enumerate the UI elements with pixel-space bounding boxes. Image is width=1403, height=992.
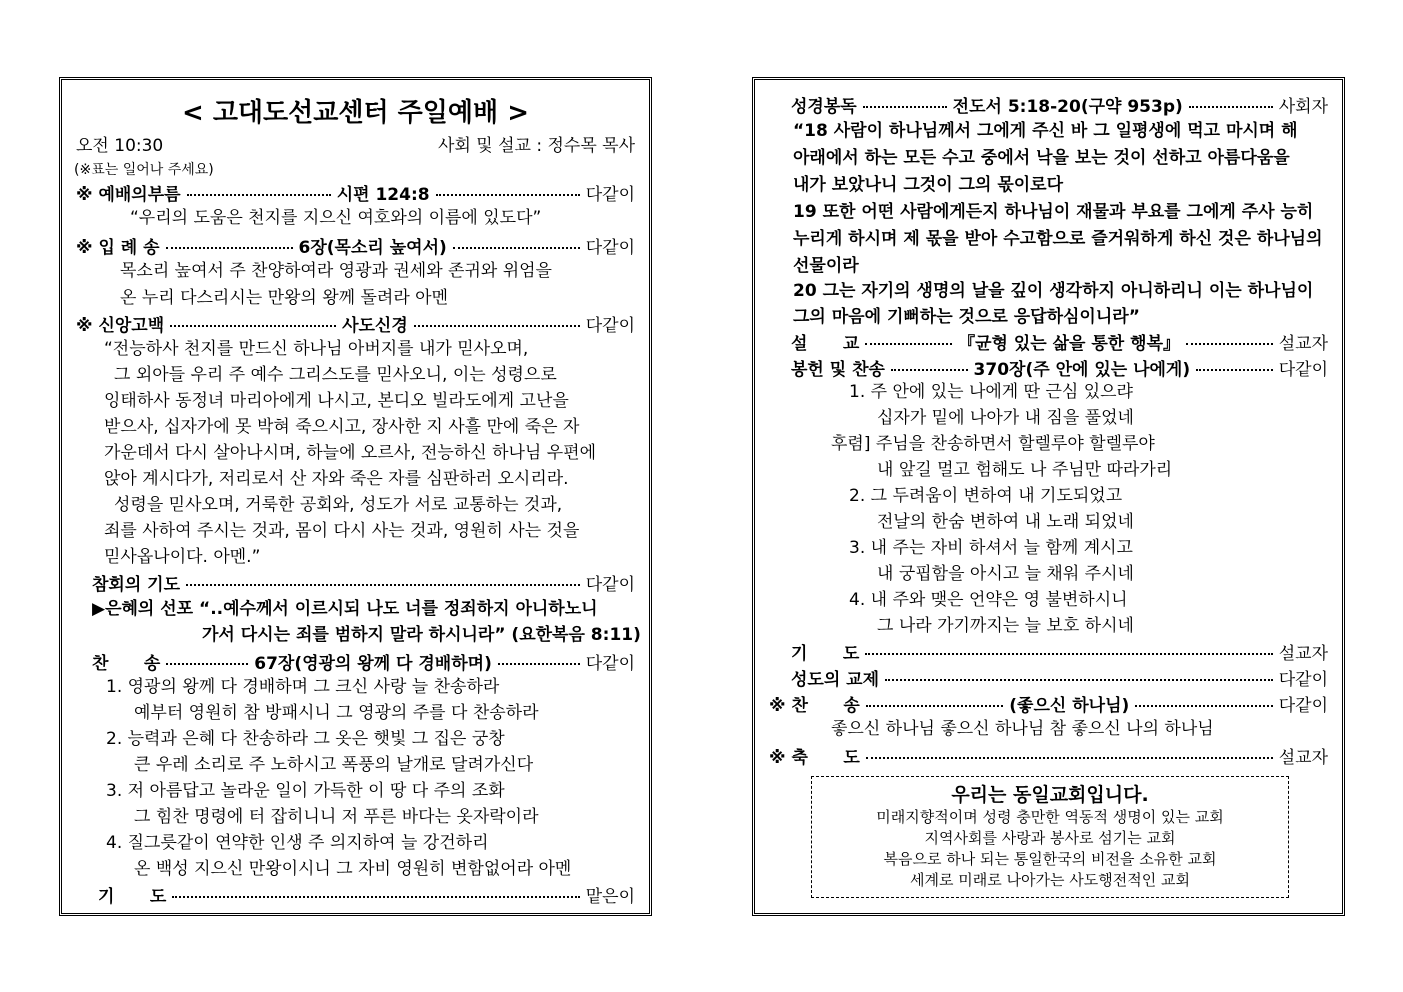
order-label: 성경봉독 xyxy=(791,96,857,117)
service-time: 오전 10:30 xyxy=(76,136,164,156)
stand-note: (※표는 일어나 주세요) xyxy=(74,162,214,178)
order-label: 성도의 교제 xyxy=(791,669,880,690)
order-label: 찬 송 xyxy=(92,653,161,674)
order-scripture-reading xyxy=(791,92,1328,116)
scripture-line: “18 사람이 하나님께서 그에게 주신 바 그 일평생에 먹고 마시며 해 xyxy=(793,121,1298,141)
offering-hymn-line: 1. 주 안에 있는 나에게 딴 근심 있으랴 xyxy=(849,382,1133,402)
motto-line: 지역사회를 사랑과 봉사로 섬기는 교회 xyxy=(924,829,1176,847)
creed-line: 앉아 계시다가, 저리로서 산 자와 죽은 자를 심판하러 오시리라. xyxy=(104,469,569,489)
order-label: 기 도 xyxy=(98,886,167,907)
leader-dots xyxy=(166,663,248,665)
creed-line: 잉태하사 동정녀 마리아에게 나시고, 본디오 빌라도에게 고난을 xyxy=(104,391,569,411)
order-center: 시편 124:8 xyxy=(336,184,430,205)
service-leader: 사회 및 설교 : 정수목 목사 xyxy=(438,136,635,156)
order-fellowship xyxy=(791,665,1328,689)
motto-line: 복음으로 하나 되는 통일한국의 비전을 소유한 교회 xyxy=(883,850,1217,868)
leader-dots xyxy=(1186,343,1273,345)
right-bulletin-panel xyxy=(752,77,1345,916)
opening-line: 온 누리 다스리시는 만왕의 왕께 돌려라 아멘 xyxy=(120,288,449,308)
order-right: 사회자 xyxy=(1278,96,1328,117)
order-hymn xyxy=(92,649,635,673)
left-bulletin-panel xyxy=(59,77,652,916)
leader-dots xyxy=(414,325,580,327)
order-label: 참회의 기도 xyxy=(92,574,181,595)
hymn-line: 예부터 영원히 참 방패시니 그 영광의 주를 다 찬송하라 xyxy=(134,703,539,723)
order-label: 설 교 xyxy=(791,333,860,354)
creed-line: “전능하사 천지를 만드신 하나님 아버지를 내가 믿사오며, xyxy=(104,339,529,359)
call-text: “우리의 도움은 천지를 지으신 여호와의 이름에 있도다” xyxy=(130,208,542,228)
creed-line: 받으사, 십자가에 못 박혀 죽으시고, 장사한 지 사흘 만에 죽은 자 xyxy=(104,417,580,437)
leader-dots xyxy=(453,247,580,249)
leader-dots xyxy=(498,663,580,665)
bulletin-title: < 고대도선교센터 주일예배 > xyxy=(181,98,529,128)
order-right: 맡은이 xyxy=(585,886,635,907)
leader-dots xyxy=(436,194,580,196)
order-center: 전도서 5:18-20(구약 953p) xyxy=(952,96,1183,117)
hymn-line: 3. 저 아름답고 놀라운 일이 가득한 이 땅 다 주의 조화 xyxy=(106,781,505,801)
leader-dots xyxy=(170,325,336,327)
order-creed xyxy=(76,311,635,335)
order-right: 다같이 xyxy=(1278,695,1328,716)
order-right: 다같이 xyxy=(585,315,635,336)
scripture-line: 19 또한 어떤 사람에게든지 하나님이 재물과 부요를 그에게 주사 능히 xyxy=(793,202,1314,222)
offering-hymn-line: 그 나라 가기까지는 늘 보호 하시네 xyxy=(877,616,1134,636)
order-center: 『균형 있는 삶을 통한 행복』 xyxy=(958,333,1180,354)
leader-dots xyxy=(885,679,1273,681)
offering-hymn-line: 4. 내 주와 맺은 언약은 영 불변하시니 xyxy=(849,590,1128,610)
offering-hymn-line: 내 앞길 멀고 험해도 나 주님만 따라가리 xyxy=(877,460,1173,480)
order-right: 다같이 xyxy=(585,184,636,205)
leader-dots xyxy=(863,106,947,108)
offering-hymn-line: 3. 내 주는 자비 하셔서 늘 함께 계시고 xyxy=(849,538,1133,558)
leader-dots xyxy=(866,705,1003,707)
order-center: 370장(주 안에 있는 나에게) xyxy=(973,359,1191,380)
scripture-line: 아래에서 하는 모든 수고 중에서 낙을 보는 것이 선하고 아름다움을 xyxy=(793,148,1290,168)
order-prayer xyxy=(98,882,635,906)
order-right: 다같이 xyxy=(1278,669,1328,690)
order-center: 사도신경 xyxy=(342,315,408,336)
motto-line: 세계로 미래로 나아가는 사도행전적인 교회 xyxy=(910,871,1190,889)
hymn-line: 온 백성 지으신 만왕이시니 그 자비 영원히 변함없어라 아멘 xyxy=(134,859,572,879)
offering-hymn-line: 십자가 밑에 나아가 내 짐을 풀었네 xyxy=(877,408,1134,428)
order-opening-song xyxy=(76,233,635,257)
order-label: ※ 신앙고백 xyxy=(76,315,165,336)
creed-line: 믿사옵나이다. 아멘.” xyxy=(104,547,261,567)
scripture-line: 누리게 하시며 제 몫을 받아 수고함으로 즐거워하게 하신 것은 하나님의 xyxy=(793,229,1323,249)
leader-dots xyxy=(891,369,968,371)
order-label: ※ 찬 송 xyxy=(769,695,860,716)
order-prayer xyxy=(791,639,1328,663)
offering-hymn-line: 후렴] 주님을 찬송하면서 할렐루야 할렐루야 xyxy=(831,434,1155,454)
order-repentance-prayer xyxy=(92,570,635,594)
order-sermon xyxy=(791,329,1328,353)
offering-hymn-line: 2. 그 두려움이 변하여 내 기도되었고 xyxy=(849,486,1123,506)
leader-dots xyxy=(187,194,331,196)
order-label: 기 도 xyxy=(791,643,860,664)
order-right: 다같이 xyxy=(585,653,636,674)
offering-hymn-line: 전날의 한숨 변하여 내 노래 되었네 xyxy=(877,512,1134,532)
order-label: ※ 예배의부름 xyxy=(76,184,181,205)
opening-line: 목소리 높여서 주 찬양하여라 영광과 권세와 존귀와 위엄을 xyxy=(120,261,552,281)
hymn-line: 1. 영광의 왕께 다 경배하며 그 크신 사랑 늘 찬송하라 xyxy=(106,677,500,697)
order-right: 설교자 xyxy=(1278,643,1328,664)
order-label: ※ 축 도 xyxy=(769,747,860,768)
offering-hymn-line: 내 궁핍함을 아시고 늘 채워 주시네 xyxy=(877,564,1134,584)
closing-hymn-text: 좋으신 하나님 좋으신 하나님 참 좋으신 나의 하나님 xyxy=(831,719,1214,739)
scripture-line: 선물이라 xyxy=(793,256,859,276)
order-right: 다같이 xyxy=(585,237,635,258)
order-center: 67장(영광의 왕께 다 경배하며) xyxy=(254,653,492,674)
creed-line: 그 외아들 우리 주 예수 그리스도를 믿사오니, 이는 성령으로 xyxy=(114,365,557,385)
motto-line: 미래지향적이며 성령 충만한 역동적 생명이 있는 교회 xyxy=(876,808,1224,826)
hymn-line: 4. 질그릇같이 연약한 인생 주 의지하여 늘 강건하리 xyxy=(106,833,489,853)
creed-line: 가운데서 다시 살아나시며, 하늘에 오르사, 전능하신 하나님 우편에 xyxy=(104,443,597,463)
leader-dots xyxy=(172,896,579,898)
order-label: ※ 입 례 송 xyxy=(76,237,160,258)
order-right: 다같이 xyxy=(1278,359,1328,380)
leader-dots xyxy=(1196,369,1273,371)
leader-dots xyxy=(1189,106,1273,108)
creed-line: 성령을 믿사오며, 거룩한 공회와, 성도가 서로 교통하는 것과, xyxy=(114,495,563,515)
order-offering-hymn xyxy=(791,355,1328,379)
leader-dots xyxy=(865,343,952,345)
leader-dots xyxy=(866,757,1273,759)
grace-line: 가서 다시는 죄를 범하지 말라 하시니라” (요한복음 8:11) xyxy=(202,625,641,645)
motto-title: 우리는 동일교회입니다. xyxy=(951,784,1149,806)
hymn-line: 2. 능력과 은혜 다 찬송하라 그 옷은 햇빛 그 집은 궁창 xyxy=(106,729,505,749)
order-right: 다같이 xyxy=(585,574,635,595)
church-motto-box xyxy=(811,776,1289,898)
leader-dots xyxy=(865,653,1272,655)
scripture-line: 그의 마음에 기뻐하는 것으로 응답하심이니라” xyxy=(793,307,1140,327)
leader-dots xyxy=(166,247,293,249)
order-right: 설교자 xyxy=(1278,747,1328,768)
order-center: 6장(목소리 높여서) xyxy=(298,237,447,258)
grace-line: ▶은혜의 선포 “..예수께서 이르시되 나도 너를 정죄하지 아니하노니 xyxy=(92,599,598,619)
order-center: (좋으신 하나님) xyxy=(1009,695,1130,716)
hymn-line: 그 힘찬 명령에 터 잡히니니 저 푸른 바다는 옷자락이라 xyxy=(134,807,539,827)
scripture-line: 20 그는 자기의 생명의 날을 깊이 생각하지 아니하리니 이는 하나님이 xyxy=(793,281,1314,301)
leader-dots xyxy=(1135,705,1272,707)
scripture-line: 내가 보았나니 그것이 그의 몫이로다 xyxy=(793,175,1064,195)
creed-line: 죄를 사하여 주시는 것과, 몸이 다시 사는 것과, 영원히 사는 것을 xyxy=(104,521,580,541)
order-closing-hymn xyxy=(769,691,1328,715)
order-benediction xyxy=(769,743,1328,767)
hymn-line: 큰 우레 소리로 주 노하시고 폭풍의 날개로 달려가신다 xyxy=(134,755,534,775)
order-right: 설교자 xyxy=(1278,333,1329,354)
order-call-to-worship xyxy=(76,180,635,204)
leader-dots xyxy=(186,584,580,586)
order-label: 봉헌 및 찬송 xyxy=(791,359,885,380)
